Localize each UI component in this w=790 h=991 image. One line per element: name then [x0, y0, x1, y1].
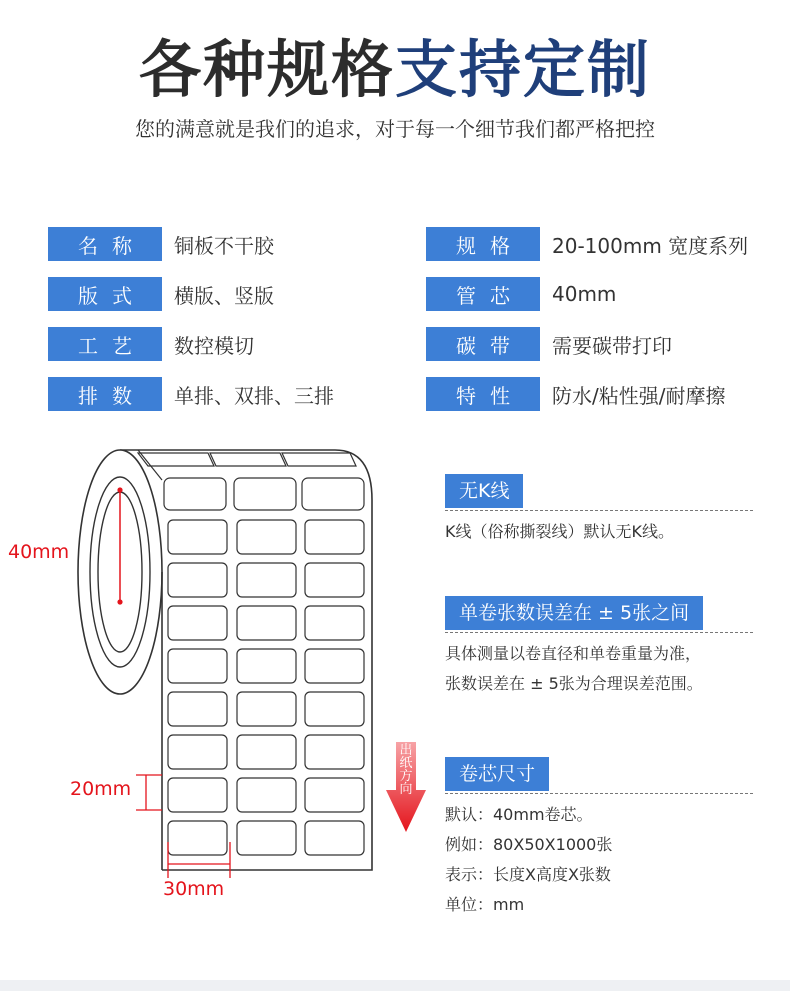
info-line: 例如：80X50X1000张	[445, 835, 613, 854]
spec-value: 20-100mm 宽度系列	[552, 233, 749, 258]
label-cell	[237, 735, 296, 769]
title-part-2: 支持定制	[395, 33, 652, 106]
info-block-core-size	[445, 757, 755, 920]
spec-row-ribbon	[426, 327, 672, 361]
divider	[445, 793, 753, 794]
bottom-bar	[0, 980, 790, 991]
direction-label: 出纸方向	[399, 743, 413, 797]
label-roll-illustration	[0, 440, 440, 920]
width-dimension-label: 30mm	[163, 878, 225, 900]
label-grid	[168, 520, 364, 855]
label-cell	[237, 520, 296, 554]
label-cell	[305, 692, 364, 726]
info-line: 默认：40mm卷芯。	[445, 805, 593, 824]
info-line: 单位：mm	[445, 895, 525, 914]
spec-label: 管芯	[426, 277, 540, 311]
info-line: K线（俗称撕裂线）默认无K线。	[445, 522, 674, 541]
label-cell	[168, 692, 227, 726]
label-cell	[305, 778, 364, 812]
spec-row-core	[426, 277, 616, 311]
spec-row-size	[426, 227, 748, 261]
info-title: 无K线	[445, 474, 523, 508]
page-subtitle: 您的满意就是我们的追求，对于每一个细节我们都严格把控	[135, 117, 655, 141]
core-dimension-label: 40mm	[8, 541, 70, 563]
info-title: 单卷张数误差在 ± 5张之间	[445, 596, 703, 630]
label-cell	[305, 520, 364, 554]
divider	[445, 510, 753, 511]
spec-row-rows	[48, 377, 334, 411]
label-cell	[237, 606, 296, 640]
spec-label: 碳带	[426, 327, 540, 361]
label-cell	[168, 606, 227, 640]
spec-label: 版式	[48, 277, 162, 311]
label-cell	[305, 563, 364, 597]
spec-value: 数控模切	[174, 333, 254, 358]
spec-value: 横版、竖版	[174, 283, 274, 308]
paper-direction-arrow	[386, 742, 426, 834]
label-cell	[305, 735, 364, 769]
label-cell	[168, 520, 227, 554]
info-line: 张数误差在 ± 5张为合理误差范围。	[445, 674, 703, 693]
spec-value: 单排、双排、三排	[174, 383, 334, 408]
spec-value: 铜板不干胶	[174, 233, 274, 258]
info-line: 具体测量以卷直径和单卷重量为准，	[445, 644, 702, 663]
info-title: 卷芯尺寸	[445, 757, 549, 791]
spec-value: 防水/粘性强/耐摩擦	[552, 383, 726, 408]
spec-row-process	[48, 327, 254, 361]
label-cell	[168, 563, 227, 597]
spec-label: 排数	[48, 377, 162, 411]
spec-label: 特性	[426, 377, 540, 411]
label-cell	[237, 563, 296, 597]
spec-row-name	[48, 227, 274, 261]
spec-value: 需要碳带打印	[552, 333, 672, 358]
label-cell	[237, 649, 296, 683]
info-block-kline	[445, 474, 755, 547]
label-cell	[168, 778, 227, 812]
title-part-1: 各种规格	[138, 33, 395, 106]
spec-value: 40mm	[552, 282, 617, 306]
info-block-tolerance	[445, 596, 755, 699]
height-dimension-label: 20mm	[70, 778, 132, 800]
spec-label: 工艺	[48, 327, 162, 361]
label-cell	[237, 692, 296, 726]
label-cell	[305, 649, 364, 683]
spec-label: 名称	[48, 227, 162, 261]
page-title	[0, 30, 790, 110]
label-cell	[168, 649, 227, 683]
divider	[445, 632, 753, 633]
label-cell	[237, 778, 296, 812]
spec-row-layout	[48, 277, 274, 311]
label-cell	[168, 821, 227, 855]
spec-label: 规格	[426, 227, 540, 261]
label-cell	[237, 821, 296, 855]
label-cell	[168, 735, 227, 769]
label-cell	[305, 606, 364, 640]
label-cell	[305, 821, 364, 855]
spec-row-feature	[426, 377, 725, 411]
info-line: 表示：长度X高度X张数	[445, 865, 611, 884]
